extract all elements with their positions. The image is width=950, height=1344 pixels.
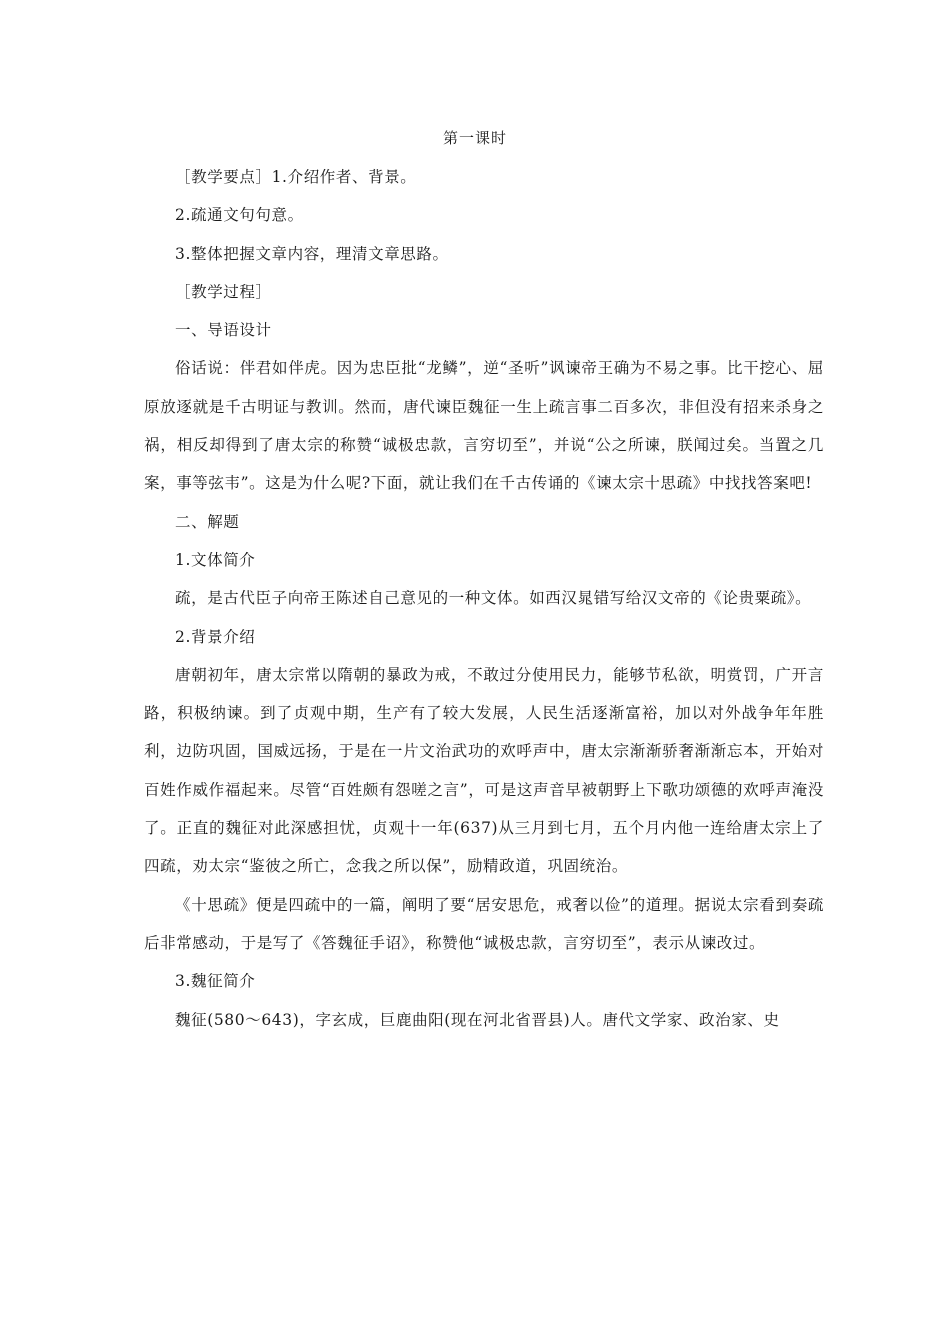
background-paragraph-1: 唐朝初年，唐太宗常以隋朝的暴政为戒，不敢过分使用民力，能够节私欲，明赏罚，广开言路，积极纳谏。到了贞观中期，生产有了较大发展，人民生活逐渐富裕，加以对外战争年年胜利，边防巩固，国威远扬，于是在一片文治武功的欢呼声中，唐太宗渐渐骄奢渐渐忘本，开始对百姓作威作福起来。尽管“百姓颇有怨嗟之言”，可是这声音早被朝野上下歌功颂德的欢呼声淹没了。正直的魏征对此深感担忧，贞观十一年(637)从三月到七月，五个月内他一连给唐太宗上了四疏，劝太宗“鉴彼之所亡，念我之所以保”，励精政道，巩固统治。 (144, 665, 824, 876)
teaching-points-3: 3.整体把握文章内容，理清文章思路。 (175, 244, 449, 263)
section-heading-title-explanation: 二、解题 (175, 512, 240, 531)
author-paragraph: 魏征(580～643)，字玄成，巨鹿曲阳(现在河北省晋县)人。唐代文学家、政治家、史 (175, 1010, 780, 1029)
subheading-author: 3.魏征简介 (175, 972, 256, 991)
subheading-genre: 1.文体简介 (175, 550, 256, 569)
genre-paragraph: 疏，是古代臣子向帝王陈述自己意见的一种文体。如西汉晁错写给汉文帝的《论贵粟疏》。 (175, 589, 812, 608)
page-title: 第一课时 (442, 129, 507, 147)
teaching-points-2: 2.疏通文句句意。 (175, 206, 304, 225)
teaching-process-heading: ［教学过程］ (175, 282, 272, 301)
background-paragraph-2: 《十思疏》便是四疏中的一篇，阐明了要“居安思危，戒奢以俭”的道理。据说太宗看到奏疏后非常感动，于是写了《答魏征手诏》，称赞他“诚极忠款，言穷切至”，表示从谏改过。 (144, 895, 824, 952)
intro-paragraph: 俗话说：伴君如伴虎。因为忠臣批“龙鳞”，逆“圣听”讽谏帝王确为不易之事。比干挖心、屈原放逐就是千古明证与教训。然而，唐代谏臣魏征一生上疏言事二百多次，非但没有招来杀身之祸，相反却得到了唐太宗的称赞“诚极忠款，言穷切至”，并说“公之所谏，朕闻过矣。当置之几案，事等弦韦”。这是为什么呢?下面，就让我们在千古传诵的《谏太宗十思疏》中找找答案吧! (144, 359, 824, 493)
teaching-points-1: ［教学要点］1.介绍作者、背景。 (175, 168, 417, 186)
subheading-background: 2.背景介绍 (175, 627, 256, 646)
document-body (144, 158, 824, 1039)
section-heading-intro: 一、导语设计 (175, 321, 272, 340)
